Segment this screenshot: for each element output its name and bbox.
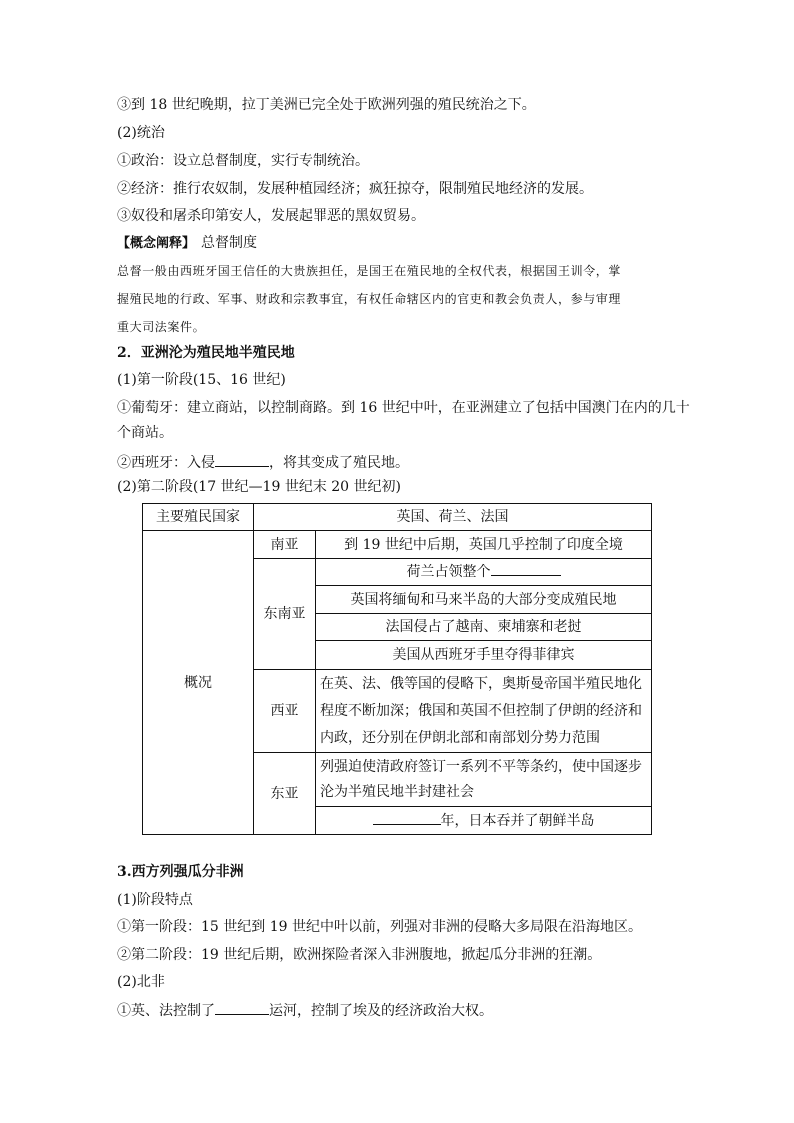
section-3-title: 3.西方列强瓜分非洲 — [117, 864, 244, 880]
spain-line-prefix: ②西班牙：入侵 — [117, 455, 215, 471]
enslavement-line: ③奴役和屠杀印第安人，发展起罪恶的黑奴贸易。 — [117, 208, 425, 224]
table-row — [143, 504, 652, 531]
netherlands-prefix: 荷兰占领整个 — [406, 564, 491, 580]
header-label-cell: 主要殖民国家 — [143, 504, 254, 531]
canal-line-suffix: 运河，控制了埃及的经济政治大权。 — [269, 1003, 493, 1019]
stage-1-heading: (1)第一阶段(15、16 世纪) — [117, 372, 286, 388]
canal-line — [117, 1000, 493, 1020]
east-asia-text-2 — [316, 807, 652, 835]
concept-text-line-2: 握殖民地的行政、军事、财政和宗教事宜，有权任命辖区内的官吏和教会负责人，参与审理 — [117, 292, 622, 306]
region-south-asia: 南亚 — [254, 531, 316, 559]
spain-line — [117, 452, 409, 472]
south-asia-text: 到 19 世纪中后期，英国几乎控制了印度全境 — [316, 531, 652, 559]
southeast-asia-text-1 — [316, 559, 652, 586]
politics-line: ①政治：设立总督制度，实行专制统治。 — [117, 153, 369, 169]
spain-line-suffix: ，将其变成了殖民地。 — [269, 455, 409, 471]
concept-heading — [117, 234, 257, 253]
stage-features-heading: (1)阶段特点 — [117, 892, 193, 908]
rule-subheading: (2)统治 — [117, 125, 165, 141]
concept-title: 总督制度 — [201, 235, 258, 251]
concept-tag: 【概念阐释】 — [117, 236, 196, 251]
canal-line-prefix: ①英、法控制了 — [117, 1003, 215, 1019]
concept-text-line-1: 总督一般由西班牙国王信任的大贵族担任，是国王在殖民地的全权代表，根据国王训令，掌 — [117, 264, 622, 278]
region-east-asia: 东亚 — [254, 753, 316, 835]
portugal-line-cont: 个商站。 — [117, 425, 173, 441]
netherlands-fill-blank[interactable] — [491, 561, 561, 576]
africa-stage-1-line: ①第一阶段：15 世纪到 19 世纪中叶以前，列强对非洲的侵略大多局限在沿海地区。 — [117, 919, 642, 935]
north-africa-heading: (2)北非 — [117, 974, 165, 990]
region-west-asia: 西亚 — [254, 670, 316, 753]
header-value-cell: 英国、荷兰、法国 — [254, 504, 652, 531]
japan-annex-suffix: 年，日本吞并了朝鲜半岛 — [440, 812, 595, 829]
portugal-line: ①葡萄牙：建立商站，以控制商路。到 16 世纪中叶，在亚洲建立了包括中国澳门在内的几十 — [117, 400, 690, 416]
east-asia-text-1: 列强迫使清政府签订一系列不平等条约，使中国逐步沦为半殖民地半封建社会 — [316, 753, 652, 807]
region-southeast-asia: 东南亚 — [254, 559, 316, 670]
africa-stage-2-line: ②第二阶段：19 世纪后期，欧洲探险者深入非洲腹地，掀起瓜分非洲的狂潮。 — [117, 947, 602, 963]
japan-year-fill-blank[interactable] — [373, 810, 441, 825]
spain-fill-blank[interactable] — [215, 452, 269, 467]
southeast-asia-text-4: 美国从西班牙手里夺得菲律宾 — [316, 641, 652, 670]
overview-label-cell: 概况 — [143, 531, 254, 835]
southeast-asia-text-2: 英国将缅甸和马来半岛的大部分变成殖民地 — [316, 586, 652, 614]
section-2-title: 2．亚洲沦为殖民地半殖民地 — [117, 345, 295, 361]
canal-fill-blank[interactable] — [215, 1000, 269, 1015]
stage-2-heading: (2)第二阶段(17 世纪—19 世纪末 20 世纪初) — [117, 479, 401, 495]
concept-text-line-3: 重大司法案件。 — [117, 320, 206, 334]
southeast-asia-text-3: 法国侵占了越南、柬埔寨和老挝 — [316, 614, 652, 641]
latin-america-colonial-rule-line: ③到 18 世纪晚期，拉丁美洲已完全处于欧洲列强的殖民统治之下。 — [117, 97, 536, 113]
economy-line: ②经济：推行农奴制，发展种植园经济；疯狂掠夺，限制殖民地经济的发展。 — [117, 181, 593, 197]
west-asia-text: 在英、法、俄等国的侵略下，奥斯曼帝国半殖民地化程度不断加深；俄国和英国不但控制了伊朗的经济和内政，还分别在伊朗北部和南部划分势力范围 — [316, 670, 652, 753]
table-row — [143, 531, 652, 559]
colonial-overview-table — [142, 503, 652, 835]
